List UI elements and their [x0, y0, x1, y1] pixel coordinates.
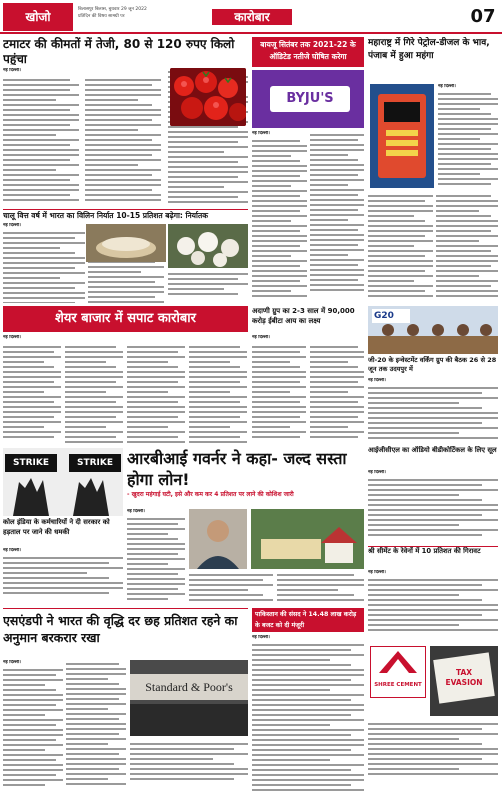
- sp-col-2: [66, 660, 126, 796]
- rbi-headline-block: [127, 448, 364, 506]
- byjus-photo: [252, 70, 364, 128]
- byjus-col-1: [252, 131, 307, 303]
- date-line-2: प्रतिदिन की विषय सामग्री पर: [78, 14, 125, 19]
- fuel-headline-block: [368, 37, 498, 81]
- cotton-photo-1: [86, 224, 166, 262]
- masthead-date: [78, 6, 198, 28]
- pakistan-dateline: नई दिल्ली।: [252, 635, 270, 640]
- fuel-col-1: [438, 84, 498, 188]
- rbi-dateline: नई दिल्ली।: [127, 509, 145, 514]
- cotton-bowl-image: [86, 224, 166, 262]
- fuel-pump-image: [370, 84, 434, 188]
- rbi-subhead: - खुदरा महंगाई घटी, इसे और कम कर 4 प्रतिशत पर लाने की कोशिश जारी: [127, 491, 294, 498]
- cotton-headline-block: [3, 209, 248, 221]
- sp-headline: एसएंडपी ने भारत की वृद्धि दर छह प्रतिशत रहने का अनुमान बरकरार रखा: [3, 613, 238, 645]
- sebi-body: [368, 570, 498, 642]
- cotton-headline: चालू वित्त वर्ष में भारत का विलिन निर्यात 10-15 प्रतिशत बढ़ेगा: निर्यातक: [3, 211, 208, 220]
- tomato-illustration: [170, 68, 246, 126]
- tax-evasion-label: TAX EVASION: [445, 668, 483, 687]
- shree-cement-logo-box: [370, 646, 426, 698]
- sp-col-3: [130, 740, 248, 796]
- byjus-logo-board: [270, 86, 350, 112]
- cotton-dateline: नई दिल्ली।: [3, 223, 21, 228]
- coal-body: [3, 548, 123, 604]
- oil-headline-block: [368, 446, 498, 468]
- sp-dateline: नई दिल्ली।: [3, 660, 21, 665]
- market-body: [3, 335, 248, 443]
- oil-dateline: नई दिल्ली।: [368, 470, 386, 475]
- strike-sign-1: STRIKE: [12, 458, 50, 468]
- adani-headline: अदाणी ग्रुप का 2-3 साल में 90,000 करोड़ ईबीटा आय का लक्ष्य: [252, 307, 355, 325]
- page-number: 07: [470, 6, 496, 27]
- tomato-col-1: [3, 76, 79, 206]
- fuel-col-2: [368, 192, 433, 302]
- tomato-headline: टमाटर की कीमतों में तेजी, 80 से 120 रुपए किलो पहुंचा: [3, 37, 235, 65]
- tomato-body: [3, 68, 163, 206]
- sp-col-1: [3, 660, 63, 796]
- byjus-headline: बायजू सितंबर तक 2021-22 के ऑडिटेड नतीजे घोषित करेगा: [260, 40, 356, 61]
- rbi-governor-photo: [189, 509, 247, 569]
- g20-dateline: नई दिल्ली।: [368, 378, 386, 383]
- shree-cement-logo: [371, 647, 425, 677]
- rbi-money-photo: [251, 509, 364, 569]
- market-col-2: [65, 343, 123, 443]
- sp-photo: [130, 660, 248, 736]
- pakistan-body: [252, 635, 364, 796]
- adani-col-2: [310, 343, 364, 443]
- coal-headline: कोल इंडिया के कर्मचारियों ने दी सरकार को हड़ताल पर जाने की धमकी: [3, 518, 110, 536]
- g20-headline-block: [368, 356, 498, 376]
- fuel-photo: [370, 84, 434, 188]
- sp-headline-block: [3, 608, 248, 658]
- g20-photo: [368, 306, 498, 354]
- market-dateline: नई दिल्ली।: [3, 335, 21, 340]
- tax-evasion-photo: [430, 646, 498, 716]
- rbi-col-3: [277, 571, 364, 605]
- strike-sign-2: STRIKE: [76, 458, 114, 468]
- adani-headline-block: [252, 306, 364, 332]
- date-line-1: बिलासपुर बिलास, बुधवार 29 जून 2022: [78, 7, 147, 12]
- rbi-col-2: [189, 571, 273, 605]
- shree-cement-label: SHREE CEMENT: [374, 682, 422, 688]
- g20-logo: G20: [374, 311, 394, 321]
- masthead: [0, 0, 502, 34]
- coal-dateline: नई दिल्ली।: [3, 548, 21, 553]
- byjus-logo: BYJU'S: [286, 91, 334, 106]
- pakistan-headline-block: [252, 608, 364, 632]
- byjus-headline-block: [252, 37, 364, 67]
- cotton-bales-image: [168, 224, 248, 268]
- tomato-photo: [170, 68, 246, 126]
- adani-dateline: नई दिल्ली।: [252, 335, 270, 340]
- oil-body: [368, 470, 498, 544]
- market-col-1: [3, 343, 61, 443]
- fuel-dateline: नई दिल्ली।: [438, 84, 456, 89]
- fuel-headline: महाराष्ट्र में गिरे पेट्रोल-डीजल के भाव, पंजाब में हुआ महंगा: [368, 38, 490, 61]
- sp-building-sign: Standard & Poor's: [145, 680, 233, 694]
- section-label: कारोबार: [212, 9, 292, 25]
- sebi-headline: श्री सीमेंट के रेवेनों में 10 प्रतिशत की गिरावट: [368, 547, 481, 555]
- byjus-dateline: नई दिल्ली।: [252, 131, 270, 136]
- oil-headline: आईजीसीएल का ऑडियो बीडीकोर्टिकल के लिए सूल: [368, 446, 497, 454]
- sebi-dateline: नई दिल्ली।: [368, 570, 386, 575]
- cotton-col-3: [168, 270, 248, 303]
- newspaper-logo: खोजो: [3, 3, 73, 31]
- g20-headline: जी-20 के इन्वेस्टमेंट वर्किंग ग्रुप की बैठक 26 से 28 जून तक उदयपुर में: [368, 356, 497, 373]
- adani-body: [252, 335, 364, 443]
- coal-photo: [3, 448, 123, 516]
- byjus-col-2: [310, 131, 364, 303]
- money-house-illustration: [251, 509, 364, 569]
- tomato-col-2: [85, 76, 161, 206]
- cotton-col-1: [3, 223, 85, 303]
- governor-portrait: [189, 509, 247, 569]
- rbi-headline: आरबीआई गवर्नर ने कहा- जल्द सस्ता होगा लोन!: [127, 449, 347, 489]
- tomato-dateline: नई दिल्ली।: [3, 68, 21, 73]
- market-col-4: [189, 343, 247, 443]
- sp-building-image: [130, 660, 248, 736]
- adani-col-1: [252, 343, 306, 443]
- rbi-col-1: [127, 509, 185, 605]
- tomato-headline-block: [3, 37, 248, 65]
- market-col-3: [127, 343, 185, 443]
- cotton-photo-2: [168, 224, 248, 268]
- coal-headline-block: [3, 518, 123, 546]
- tax-body: [368, 720, 498, 796]
- market-headline-block: [3, 306, 248, 332]
- g20-body: [368, 378, 498, 442]
- sebi-headline-block: [368, 546, 498, 568]
- market-headline: शेयर बाजार में सपाट कारोबार: [55, 311, 196, 326]
- fuel-col-3: [436, 192, 498, 302]
- pakistan-headline: पाकिस्तान की संसद ने 14.48 लाख करोड़ के बजट को दी मंजूरी: [255, 611, 357, 629]
